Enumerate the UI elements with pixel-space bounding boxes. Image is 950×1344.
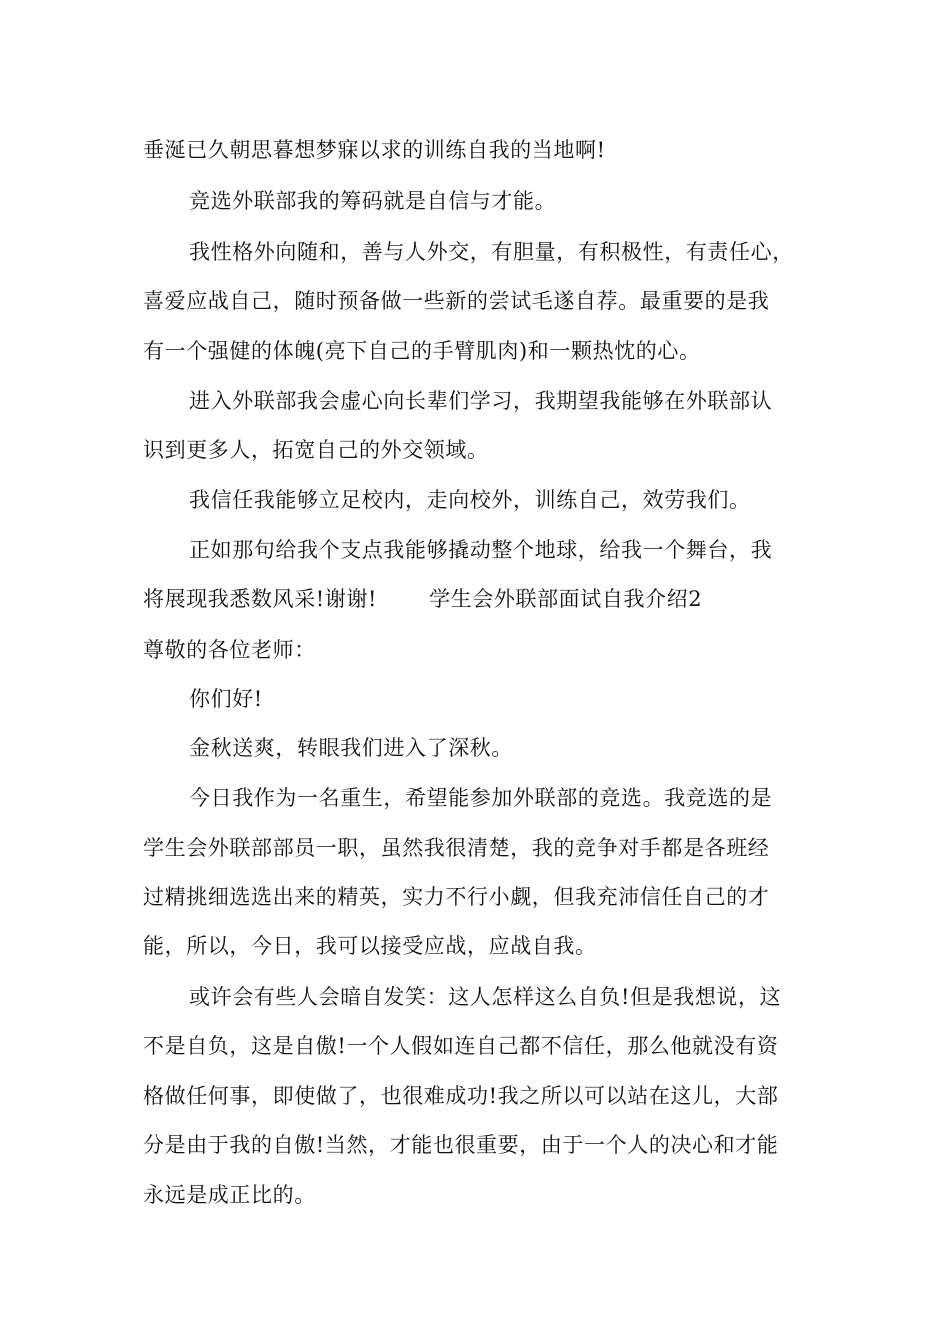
text-line: 有一个强健的体魄(亮下自己的手臂肌肉)和一颗热忱的心。 — [143, 339, 701, 363]
section-title: 学生会外联部面试自我介绍2 — [429, 587, 703, 611]
text-line: 识到更多人，拓宽自己的外交领域。 — [143, 438, 489, 462]
paragraph-line: 今日我作为一名重生，希望能参加外联部的竞选。我竞选的是 — [189, 786, 773, 810]
text-line: 永远是成正比的。 — [143, 1183, 316, 1207]
paragraph-line: 你们好! — [189, 687, 263, 711]
text-line: 喜爱应战自己，随时预备做一些新的尝试毛遂自荐。最重要的是我 — [143, 289, 770, 313]
paragraph-line: 金秋送爽，转眼我们进入了深秋。 — [189, 736, 513, 760]
paragraph-line: 竞选外联部我的筹码就是自信与才能。 — [189, 189, 557, 213]
paragraph-line: 正如那句给我个支点我能够撬动整个地球，给我一个舞台，我 — [189, 538, 773, 562]
text-line: 分是由于我的自傲!当然，才能也很重要，由于一个人的决心和才能 — [143, 1133, 779, 1157]
text-line: 不是自负，这是自傲!一个人假如连自己都不信任，那么他就没有资 — [143, 1034, 779, 1058]
text-line: 学生会外联部部员一职，虽然我很清楚，我的竞争对手都是各班经 — [143, 836, 770, 860]
text-line: 垂涎已久朝思暮想梦寐以求的训练自我的当地啊! — [143, 138, 606, 162]
text-line: 过精挑细选选出来的精英，实力不行小觑，但我充沛信任自己的才 — [143, 885, 770, 909]
salutation: 尊敬的各位老师： — [143, 638, 316, 662]
text-line — [143, 584, 702, 614]
paragraph-line: 我性格外向随和，善与人外交，有胆量，有积极性，有责任心， — [189, 240, 794, 264]
text-line: 能，所以，今日，我可以接受应战，应战自我。 — [143, 934, 597, 958]
paragraph-line: 我信任我能够立足校内，走向校外，训练自己，效劳我们。 — [189, 488, 751, 512]
text-line: 格做任何事，即使做了，也很难成功!我之所以可以站在这儿，大部 — [143, 1084, 779, 1108]
paragraph-line: 或许会有些人会暗自发笑：这人怎样这么自负!但是我想说，这 — [189, 985, 782, 1009]
paragraph-line: 进入外联部我会虚心向长辈们学习，我期望我能够在外联部认 — [189, 389, 773, 413]
closing-text: 将展现我悉数风采!谢谢! — [143, 587, 378, 611]
